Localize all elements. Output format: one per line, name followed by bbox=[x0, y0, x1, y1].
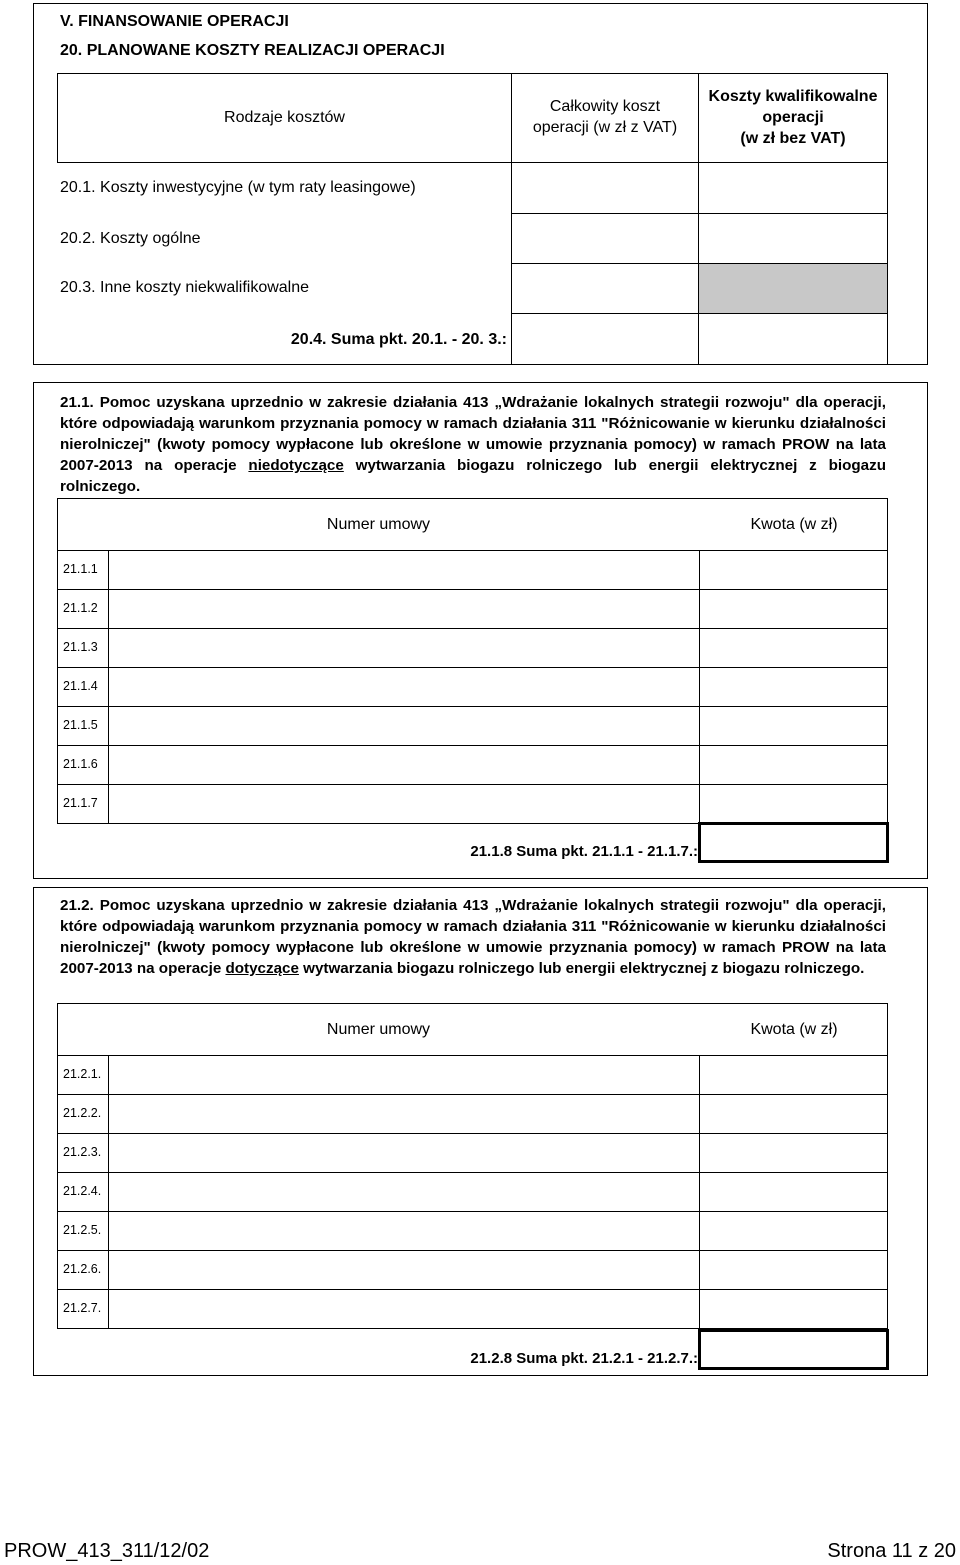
amount-input[interactable] bbox=[699, 784, 888, 824]
row-number: 21.1.3 bbox=[63, 640, 98, 654]
contract-number-input[interactable] bbox=[108, 589, 700, 629]
amount-input[interactable] bbox=[699, 628, 888, 668]
contract-number-input[interactable] bbox=[108, 1094, 700, 1134]
aid2-sum-label: 21.2.8 Suma pkt. 21.2.1 - 21.2.7.: bbox=[470, 1350, 698, 1367]
row-number: 21.2.3. bbox=[63, 1145, 102, 1159]
row-number: 21.2.5. bbox=[63, 1223, 102, 1237]
row-number: 21.2.6. bbox=[63, 1262, 102, 1276]
contract-number-input[interactable] bbox=[108, 667, 700, 707]
contract-number-input[interactable] bbox=[108, 1133, 700, 1173]
aid2-paragraph: 21.2. Pomoc uzyskana uprzednio w zakresie działania 413 „Wdrażanie lokalnych strategii rozwoju" dla operacji, które odpowiadają warunkom przyznania pomocy w ramach działania 311 "Różnicowanie w kierunku działalności nierolniczej" (kwoty pomocy wypłacone lub określone w umowie przyznania pomocy) w ramach PROW na lata 2007-2013 na operacje dotyczące wytwarzania biogazu rolniczego lub energii elektrycznej z biogazu rolniczego. bbox=[60, 897, 886, 977]
section-subtitle: 20. PLANOWANE KOSZTY REALIZACJI OPERACJI bbox=[60, 42, 445, 59]
amount-input[interactable] bbox=[699, 706, 888, 746]
row-number: 21.1.7 bbox=[63, 796, 98, 810]
aid2-sum-input[interactable] bbox=[698, 1329, 889, 1370]
contract-number-input[interactable] bbox=[108, 1289, 700, 1329]
aid1-sum-input[interactable] bbox=[698, 822, 889, 863]
row-number: 21.1.2 bbox=[63, 601, 98, 615]
cost-sum-eligible-input[interactable] bbox=[698, 313, 888, 365]
cost-row-label: 20.1. Koszty inwestycyjne (w tym raty leasingowe) bbox=[60, 179, 416, 196]
row-number: 21.1.6 bbox=[63, 757, 98, 771]
row-number: 21.2.1. bbox=[63, 1067, 102, 1081]
amount-input[interactable] bbox=[699, 1133, 888, 1173]
amount-input[interactable] bbox=[699, 1289, 888, 1329]
amount-input[interactable] bbox=[699, 589, 888, 629]
row-number: 21.1.5 bbox=[63, 718, 98, 732]
contract-number-input[interactable] bbox=[108, 784, 700, 824]
cost-eligible-input[interactable] bbox=[698, 162, 888, 214]
header-total-line1: Całkowity koszt bbox=[549, 98, 661, 115]
amount-input[interactable] bbox=[699, 1172, 888, 1212]
footer-page-number: Strona 11 z 20 bbox=[827, 1540, 956, 1562]
aid1-col-contract: Numer umowy bbox=[326, 516, 431, 533]
footer-doc-code: PROW_413_311/12/02 bbox=[4, 1540, 210, 1562]
aid1-paragraph: 21.1. Pomoc uzyskana uprzednio w zakresie działania 413 „Wdrażanie lokalnych strategii rozwoju" dla operacji, które odpowiadają warunkom przyznania pomocy w ramach działania 311 "Różnicowanie w kierunku działalności nierolniczej" (kwoty pomocy wypłacone lub określone w umowie przyznania pomocy) w ramach PROW na lata 2007-2013 na operacje niedotyczące wytwarzania biogazu rolniczego lub energii elektrycznej z biogazu rolniczego. bbox=[60, 394, 886, 495]
amount-input[interactable] bbox=[699, 1055, 888, 1095]
aid1-col-amount: Kwota (w zł) bbox=[750, 516, 838, 533]
amount-input[interactable] bbox=[699, 1211, 888, 1251]
amount-input[interactable] bbox=[699, 1094, 888, 1134]
row-number: 21.2.7. bbox=[63, 1301, 102, 1315]
contract-number-input[interactable] bbox=[108, 1055, 700, 1095]
amount-input[interactable] bbox=[699, 1250, 888, 1290]
row-number: 21.1.4 bbox=[63, 679, 98, 693]
header-eligible-line1: Koszty kwalifikowalne bbox=[708, 88, 878, 105]
contract-number-input[interactable] bbox=[108, 628, 700, 668]
cost-row-label: 20.3. Inne koszty niekwalifikowalne bbox=[60, 279, 310, 296]
contract-number-input[interactable] bbox=[108, 550, 700, 590]
aid1-sum-label: 21.1.8 Suma pkt. 21.1.1 - 21.1.7.: bbox=[470, 843, 698, 860]
cost-total-input[interactable] bbox=[511, 213, 699, 264]
aid2-col-contract: Numer umowy bbox=[326, 1021, 431, 1038]
cost-eligible-disabled bbox=[698, 263, 888, 314]
header-eligible-line2: operacji bbox=[762, 109, 824, 126]
contract-number-input[interactable] bbox=[108, 745, 700, 785]
amount-input[interactable] bbox=[699, 550, 888, 590]
header-total-line2: operacji (w zł z VAT) bbox=[532, 119, 678, 136]
header-eligible-line3: (w zł bez VAT) bbox=[740, 130, 846, 147]
contract-number-input[interactable] bbox=[108, 1211, 700, 1251]
section-title: V. FINANSOWANIE OPERACJI bbox=[60, 13, 289, 30]
cost-total-input[interactable] bbox=[511, 263, 699, 314]
amount-input[interactable] bbox=[699, 745, 888, 785]
row-number: 21.2.2. bbox=[63, 1106, 102, 1120]
contract-number-input[interactable] bbox=[108, 1250, 700, 1290]
cost-sum-label: 20.4. Suma pkt. 20.1. - 20. 3.: bbox=[290, 331, 507, 348]
aid2-col-amount: Kwota (w zł) bbox=[750, 1021, 838, 1038]
row-number: 21.2.4. bbox=[63, 1184, 102, 1198]
cost-eligible-input[interactable] bbox=[698, 213, 888, 264]
cost-row-label: 20.2. Koszty ogólne bbox=[60, 230, 201, 247]
cost-sum-total-input[interactable] bbox=[511, 313, 699, 365]
row-number: 21.1.1 bbox=[63, 562, 98, 576]
contract-number-input[interactable] bbox=[108, 1172, 700, 1212]
header-types: Rodzaje kosztów bbox=[224, 109, 345, 126]
cost-total-input[interactable] bbox=[511, 162, 699, 214]
amount-input[interactable] bbox=[699, 667, 888, 707]
contract-number-input[interactable] bbox=[108, 706, 700, 746]
